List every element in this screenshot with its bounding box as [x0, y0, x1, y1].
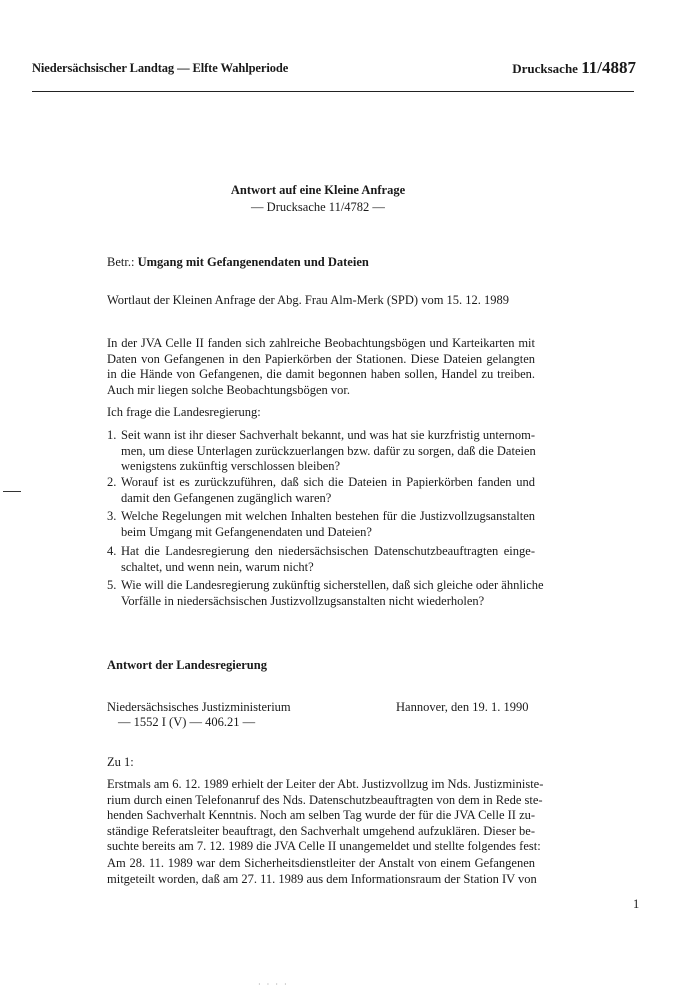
page-number: 1: [633, 897, 640, 911]
paragraph-line: In der JVA Celle II fanden sich zahlreiche Beobachtungsbögen und Karteikarten mit: [107, 336, 535, 350]
header-rule: [32, 91, 634, 92]
subject: [107, 255, 535, 271]
paragraph-line: Auch mir liegen solche Beobachtungsbögen vor.: [107, 382, 350, 397]
title-line-2: — Drucksache 11/4782 —: [251, 200, 385, 214]
intro-paragraph: [107, 336, 535, 398]
title-line-1: Antwort auf eine Kleine Anfrage: [230, 183, 406, 197]
question-number: 5.: [107, 578, 117, 592]
question-number: 4.: [107, 544, 117, 558]
header-drucksache-number: 11/4887: [581, 58, 636, 77]
paragraph-line: in die Hände von Gefangenen, die damit begonnen haben sollen, Handel zu treiben.: [107, 367, 535, 381]
question-number: 3.: [107, 509, 117, 523]
subject-text: Umgang mit Gefangenendaten und Dateien: [137, 255, 369, 269]
question-line: beim Umgang mit Gefangenendaten und Dateien?: [121, 524, 372, 539]
question-line: Worauf ist es zurückzuführen, daß sich die Dateien in Papierkörben fanden und: [121, 475, 535, 489]
question-line: Vorfälle in niedersächsischen Justizvollzugsanstalten nicht wiederholen?: [121, 593, 485, 608]
subject-label: Betr.:: [107, 255, 135, 269]
place-date: Hannover, den 19. 1. 1990: [396, 700, 529, 714]
header-right: [512, 58, 636, 78]
scan-artifact: · · · ·: [258, 980, 289, 989]
ministry-name: Niedersächsisches Justizministerium: [107, 700, 291, 714]
question-line: men, um diese Unterlagen zurückzuerlangen bzw. dafür zu sorgen, daß die Dateien: [121, 443, 536, 458]
paragraph-line: Daten von Gefangenen in den Papierkörben der Stationen. Diese Dateien gelangten: [107, 351, 535, 366]
paragraph-line: rium durch einen Telefonanruf des Nds. Datenschutzbeauftragten von dem in Rede ste-: [107, 792, 543, 807]
ministry-reference: — 1552 I (V) — 406.21 —: [118, 715, 256, 729]
question-line: Welche Regelungen mit welchen Inhalten bestehen für die Justizvollzugsanstalten: [121, 509, 535, 523]
answer-paragraph-2: [107, 856, 535, 887]
paragraph-line: Am 28. 11. 1989 war dem Sicherheitsdienstleiter der Anstalt von einem Gefangenen: [107, 856, 535, 870]
question-intro: Ich frage die Landesregierung:: [107, 405, 261, 419]
paragraph-line: Erstmals am 6. 12. 1989 erhielt der Leiter der Abt. Justizvollzug im Nds. Justizministe-: [107, 777, 544, 791]
inquiry-wording: Wortlaut der Kleinen Anfrage der Abg. Frau Alm-Merk (SPD) vom 15. 12. 1989: [107, 293, 510, 307]
paragraph-line: mitgeteilt worden, daß am 27. 11. 1989 aus dem Informationsraum der Station IV von: [107, 871, 537, 886]
header-left: Niedersächsischer Landtag — Elfte Wahlperiode: [32, 61, 289, 75]
paragraph-line: ständige Referatsleiter beauftragt, den Sachverhalt umgehend aufzuklären. Dieser be-: [107, 823, 535, 838]
question-line: wenigstens zukünftig verschlossen bleiben?: [121, 459, 341, 473]
paragraph-line: suchte bereits am 7. 12. 1989 die JVA Celle II unangemeldet und stellte folgendes fest:: [107, 839, 541, 853]
header-drucksache-label: Drucksache: [512, 61, 578, 76]
margin-mark: [3, 491, 21, 492]
answer-heading: Antwort der Landesregierung: [107, 658, 267, 672]
paragraph-line: henden Sachverhalt Kenntnis. Noch am selben Tag wurde der für die JVA Celle II zu-: [107, 808, 536, 822]
question-line: damit den Gefangenen zugänglich waren?: [121, 490, 332, 505]
answer-paragraph-1: [107, 777, 544, 855]
question-line: Hat die Landesregierung den niedersächsischen Datenschutzbeauftragten einge-: [121, 544, 535, 558]
question-line: schaltet, und wenn nein, warum nicht?: [121, 559, 314, 574]
question-number: 1.: [107, 428, 117, 442]
question-number: 2.: [107, 475, 117, 489]
question-line: Wie will die Landesregierung zukünftig sicherstellen, daß sich gleiche oder ähnliche: [121, 578, 544, 592]
question-line: Seit wann ist ihr dieser Sachverhalt bekannt, und was hat sie kurzfristig unternom-: [121, 428, 535, 442]
answer-section-label: Zu 1:: [107, 755, 134, 769]
